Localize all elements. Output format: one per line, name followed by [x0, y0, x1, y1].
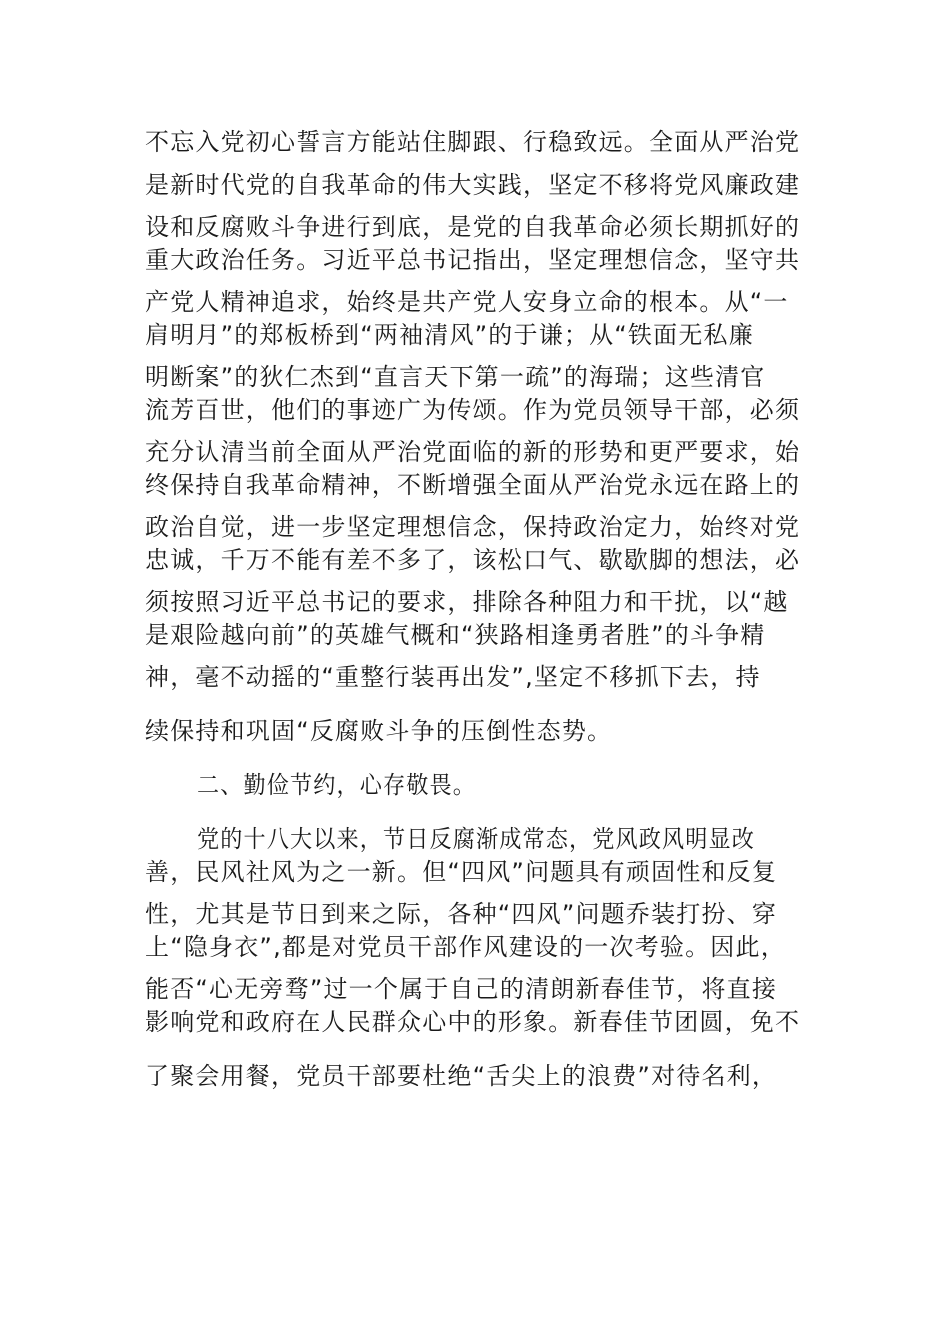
- text-line: 是艰险越向前”的英雄气概和“狭路相逢勇者胜”的斗争精: [145, 621, 766, 649]
- text-line: 影响党和政府在人民群众心中的形象。新春佳节团圆，免不: [145, 1008, 801, 1036]
- text-line: 性，尤其是节日到来之际，各种“四风”问题乔装打扮、穿: [145, 900, 778, 928]
- text-line: 设和反腐败斗争进行到底，是党的自我革命必须长期抓好的: [145, 213, 801, 241]
- text-line: 充分认清当前全面从严治党面临的新的形势和更严要求，始: [145, 438, 801, 466]
- text-line: 能否“心无旁骛”过一个属于自己的清朗新春佳节，将直接: [145, 975, 778, 1003]
- text-line: 重大政治任务。习近平总书记指出，坚定理想信念，坚守共: [145, 246, 801, 274]
- text-line: 产党人精神追求，始终是共产党人安身立命的根本。从“一: [145, 288, 789, 316]
- text-line: 续保持和巩固“反腐败斗争的压倒性态势。: [145, 717, 613, 745]
- section-heading: 二、勤俭节约，心存敬畏。: [197, 771, 477, 799]
- text-line: 政治自觉，进一步坚定理想信念，保持政治定力，始终对党: [145, 513, 801, 541]
- text-line: 了聚会用餐，党员干部要杜绝“舌尖上的浪费”对待名利，: [145, 1062, 778, 1090]
- text-line: 是新时代党的自我革命的伟大实践，坚定不移将党风廉政建: [145, 171, 801, 199]
- text-line: 终保持自我革命精神，不断增强全面从严治党永远在路上的: [145, 471, 801, 499]
- text-line: 神，毫不动摇的“重整行装再出发”,坚定不移抓下去，持: [145, 663, 761, 691]
- text-line: 流芳百世，他们的事迹广为传颂。作为党员领导干部，必须: [145, 396, 801, 424]
- text-line: 善，民风社风为之一新。但“四风”问题具有顽固性和反复: [145, 858, 778, 886]
- text-line: 忠诚，千万不能有差不多了，该松口气、歇歇脚的想法，必: [145, 546, 801, 574]
- text-line: 党的十八大以来，节日反腐渐成常态，党风政风明显改: [197, 825, 756, 853]
- text-line: 不忘入党初心誓言方能站住脚跟、行稳致远。全面从严治党: [145, 128, 801, 156]
- text-line: 明断案”的狄仁杰到“直言天下第一疏”的海瑞；这些清官: [145, 363, 766, 391]
- text-line: 上“隐身衣”,都是对党员干部作风建设的一次考验。因此，: [145, 933, 786, 961]
- text-line: 须按照习近平总书记的要求，排除各种阻力和干扰，以“越: [145, 588, 789, 616]
- text-line: 肩明月”的郑板桥到“两袖清风”的于谦；从“铁面无私廉: [145, 321, 754, 349]
